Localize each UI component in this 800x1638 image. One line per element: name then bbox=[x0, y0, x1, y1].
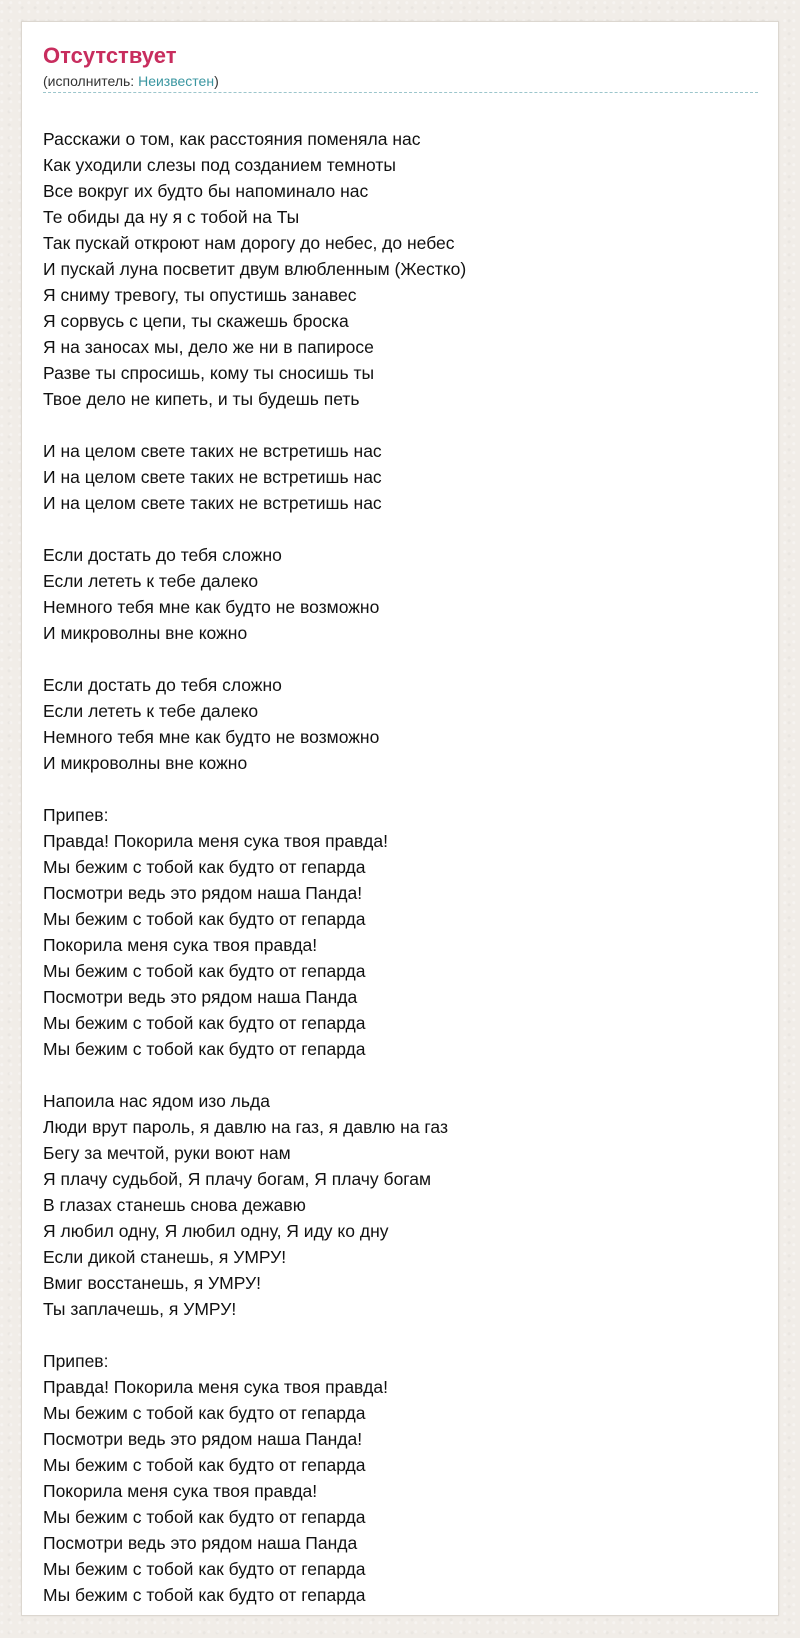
lyric-line: Я сорвусь с цепи, ты скажешь броска bbox=[43, 311, 349, 331]
lyric-line: Правда! Покорила меня сука твоя правда! bbox=[43, 1377, 388, 1397]
lyric-line: Немного тебя мне как будто не возможно bbox=[43, 597, 380, 617]
song-title: Отсутствует bbox=[43, 43, 177, 68]
lyric-line: Так пускай откроют нам дорогу до небес, до небес bbox=[43, 233, 455, 253]
lyric-line: Припев: bbox=[43, 805, 109, 825]
stanza-break bbox=[43, 1062, 758, 1088]
lyric-line: Разве ты спросишь, кому ты сносишь ты bbox=[43, 363, 375, 383]
lyric-line: Я на заносах мы, дело же ни в папиросе bbox=[43, 337, 374, 357]
lyric-line: Мы бежим с тобой как будто от гепарда bbox=[43, 1013, 366, 1033]
artist-prefix: (исполнитель: bbox=[43, 73, 139, 89]
lyric-line: Мы бежим с тобой как будто от гепарда bbox=[43, 1585, 366, 1605]
lyric-line: Мы бежим с тобой как будто от гепарда bbox=[43, 1039, 366, 1059]
lyric-line: Посмотри ведь это рядом наша Панда! bbox=[43, 1429, 363, 1449]
lyric-line: Мы бежим с тобой как будто от гепарда bbox=[43, 857, 366, 877]
lyric-line: Я любил одну, Я любил одну, Я иду ко дну bbox=[43, 1221, 389, 1241]
artist-link[interactable]: Неизвестен bbox=[138, 73, 215, 89]
lyric-line: Вмиг восстанешь, я УМРУ! bbox=[43, 1273, 261, 1293]
lyric-line: Покорила меня сука твоя правда! bbox=[43, 935, 318, 955]
lyric-line: Мы бежим с тобой как будто от гепарда bbox=[43, 1455, 366, 1475]
lyric-line: В глазах станешь снова дежавю bbox=[43, 1195, 306, 1215]
lyric-line: Напоила нас ядом изо льда bbox=[43, 1091, 270, 1111]
lyric-line: Мы бежим с тобой как будто от гепарда bbox=[43, 1507, 366, 1527]
lyric-line: И микроволны вне кожно bbox=[43, 753, 248, 773]
lyric-line: Посмотри ведь это рядом наша Панда bbox=[43, 987, 358, 1007]
stanza-break bbox=[43, 776, 758, 802]
stanza-break bbox=[43, 516, 758, 542]
artist-line bbox=[43, 72, 758, 93]
lyric-line: Если лететь к тебе далеко bbox=[43, 701, 259, 721]
lyric-line: Расскажи о том, как расстояния поменяла нас bbox=[43, 129, 421, 149]
stanza-break bbox=[43, 412, 758, 438]
lyric-line: Бегу за мечтой, руки воют нам bbox=[43, 1143, 291, 1163]
stanza-break bbox=[43, 1322, 758, 1348]
lyric-line: Я сниму тревогу, ты опустишь занавес bbox=[43, 285, 357, 305]
lyric-line: И на целом свете таких не встретишь нас bbox=[43, 441, 382, 461]
lyric-line: Мы бежим с тобой как будто от гепарда bbox=[43, 909, 366, 929]
lyric-line: Те обиды да ну я с тобой на Ты bbox=[43, 207, 300, 227]
lyric-line: Ты заплачешь, я УМРУ! bbox=[43, 1299, 237, 1319]
lyric-line: Как уходили слезы под созданием темноты bbox=[43, 155, 396, 175]
lyric-line: Люди врут пароль, я давлю на газ, я давлю на газ bbox=[43, 1117, 448, 1137]
lyric-line: Я плачу судьбой, Я плачу богам, Я плачу богам bbox=[43, 1169, 432, 1189]
lyric-line: Если достать до тебя сложно bbox=[43, 675, 282, 695]
lyric-line: И пускай луна посветит двум влюбленным (Жестко) bbox=[43, 259, 467, 279]
lyric-line: Мы бежим с тобой как будто от гепарда bbox=[43, 961, 366, 981]
lyric-line: Все вокруг их будто бы напоминало нас bbox=[43, 181, 369, 201]
lyric-line: И на целом свете таких не встретишь нас bbox=[43, 467, 382, 487]
lyric-line: Твое дело не кипеть, и ты будешь петь bbox=[43, 389, 360, 409]
lyric-line: Посмотри ведь это рядом наша Панда bbox=[43, 1533, 358, 1553]
lyrics-text bbox=[43, 126, 758, 1608]
stanza-break bbox=[43, 646, 758, 672]
lyric-line: И на целом свете таких не встретишь нас bbox=[43, 493, 382, 513]
lyric-line: Если дикой станешь, я УМРУ! bbox=[43, 1247, 287, 1267]
lyric-line: Мы бежим с тобой как будто от гепарда bbox=[43, 1403, 366, 1423]
lyric-line: Немного тебя мне как будто не возможно bbox=[43, 727, 380, 747]
lyric-line: Если достать до тебя сложно bbox=[43, 545, 282, 565]
lyric-line: И микроволны вне кожно bbox=[43, 623, 248, 643]
lyric-line: Припев: bbox=[43, 1351, 109, 1371]
lyrics-card bbox=[21, 21, 779, 1616]
song-header bbox=[43, 43, 758, 93]
lyric-line: Если лететь к тебе далеко bbox=[43, 571, 259, 591]
lyric-line: Посмотри ведь это рядом наша Панда! bbox=[43, 883, 363, 903]
lyric-line: Правда! Покорила меня сука твоя правда! bbox=[43, 831, 388, 851]
lyric-line: Покорила меня сука твоя правда! bbox=[43, 1481, 318, 1501]
lyric-line: Мы бежим с тобой как будто от гепарда bbox=[43, 1559, 366, 1579]
artist-suffix: ) bbox=[214, 73, 219, 89]
